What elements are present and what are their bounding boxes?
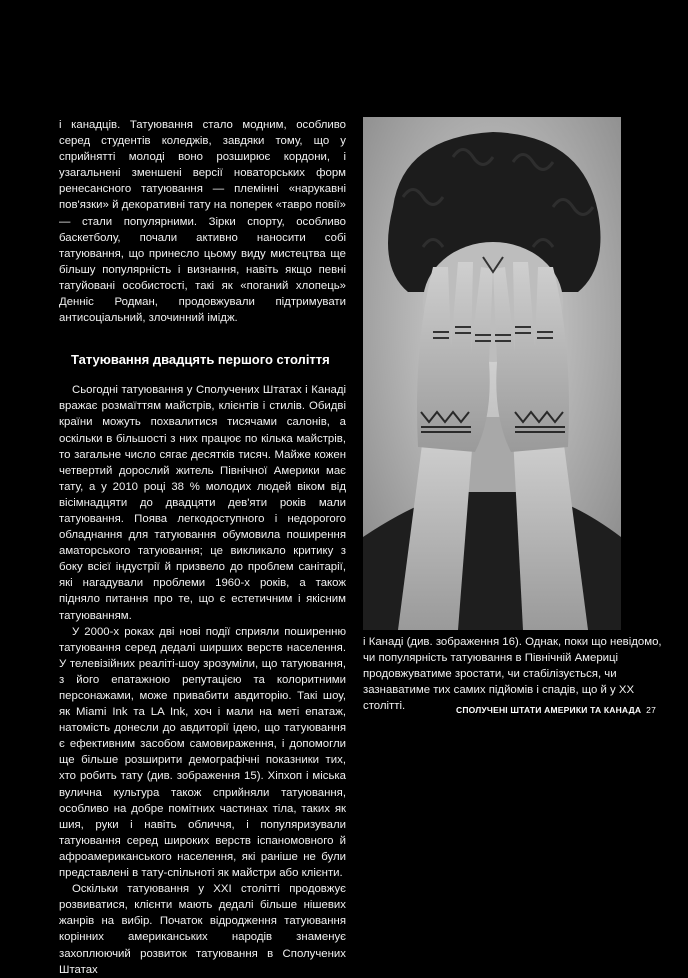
left-text-column	[59, 117, 346, 978]
body-paragraph-1: Сьогодні татуювання у Сполучених Штатах і Канаді вражає розмаїттям майстрів, клієнтів і стилів. Обидві країни можуть похвалитися тисячами салонів, а оскільки в більшості з них працює по кілька майстрів, то загальне число сягає десятків тисяч. Майже кожен четвертий дорослий житель Північної Америки має тату, а у 2010 році 38 % молодих людей віком від вісімнадцяти до двадцяти дев'яти років мали татуювання. Поява легкодоступного і недорогого обладнання для татуювання обумовила поширення аматорського татуювання; це викликало критику з боку всієї індустрії й призвело до проблем санітарії, які нагадували проблеми 1960-х років, а також підняло питання про те, що є естетичним і якісним татуюванням.	[59, 384, 346, 622]
page-footer	[456, 705, 656, 715]
body-paragraph-2: У 2000-х роках дві нові події сприяли поширенню татуювання серед дедалі ширших верств населення. У телевізійних реаліті-шоу зрозуміли, що татуювання, з його епатажною репутацією та колоритними персонажами, може привабити авдиторію. Такі шоу, як Miami Ink та LA Ink, хоч і мали на меті епатаж, натомість донесли до авдиторії ідею, що татуювання є ефективним засобом самовираження, і допомогли ще більше розширити демографічні показники тих, хто робить тату (див. зображення 15). Хіпхоп і міська вулична культура також сприйняли татуювання, особливо на добре помітних частинах тіла, таких як шия, руки і навіть обличчя, і популяризували татуювання серед широких верств іспаномовного й афроамериканського населення, які раніше не були представлені в тату-спільноті як майстри або клієнти.	[59, 625, 346, 880]
tattooed-hands-portrait-photo	[363, 117, 621, 630]
continued-paragraph: і Канаді (див. зображення 16). Однак, поки що невідомо, чи популярність татуювання в Північній Америці продовжуватиме зростати, чи стабілізується, чи зазнаватиме тих самих підйомів і спадів, що й у ХХ столітті.	[363, 636, 662, 713]
body-paragraph-3: Оскільки татуювання у ХХІ столітті продовжує розвиватися, клієнти мають дедалі більше нішевих жанрів на вибір. Початок відродження татуювання корінних американських народів знаменує захоплюючий розвиток татуювання в Сполучених Штатах	[59, 883, 346, 976]
page-number: 27	[646, 705, 656, 715]
portrait-photo	[363, 117, 621, 630]
right-text-column	[363, 634, 663, 714]
section-heading: Татуювання двадцять першого століття	[71, 352, 330, 368]
intro-paragraph: і канадців. Татуювання стало модним, особливо серед студентів коледжів, завдяки тому, що у сприйнятті молоді воно розширює кордони, і узагальнені зменшені версії новаторських форм ренесансного татуювання — племінні «нарукавні пов'язки» й декоративні тату на поперек «тавро повії» — стали популярними. Зірки спорту, особливо баскетболу, почали активно наносити собі татуювання, що принесло цьому виду мистецтва ще більшу популярність і визнання, навіть якщо певні татуйовані особистості, такі як «поганий хлопець» Денніс Родман, продовжували підтримувати антисоціальний, злочинний імідж.	[59, 119, 346, 325]
running-title: СПОЛУЧЕНІ ШТАТИ АМЕРИКИ ТА КАНАДА	[456, 705, 642, 715]
